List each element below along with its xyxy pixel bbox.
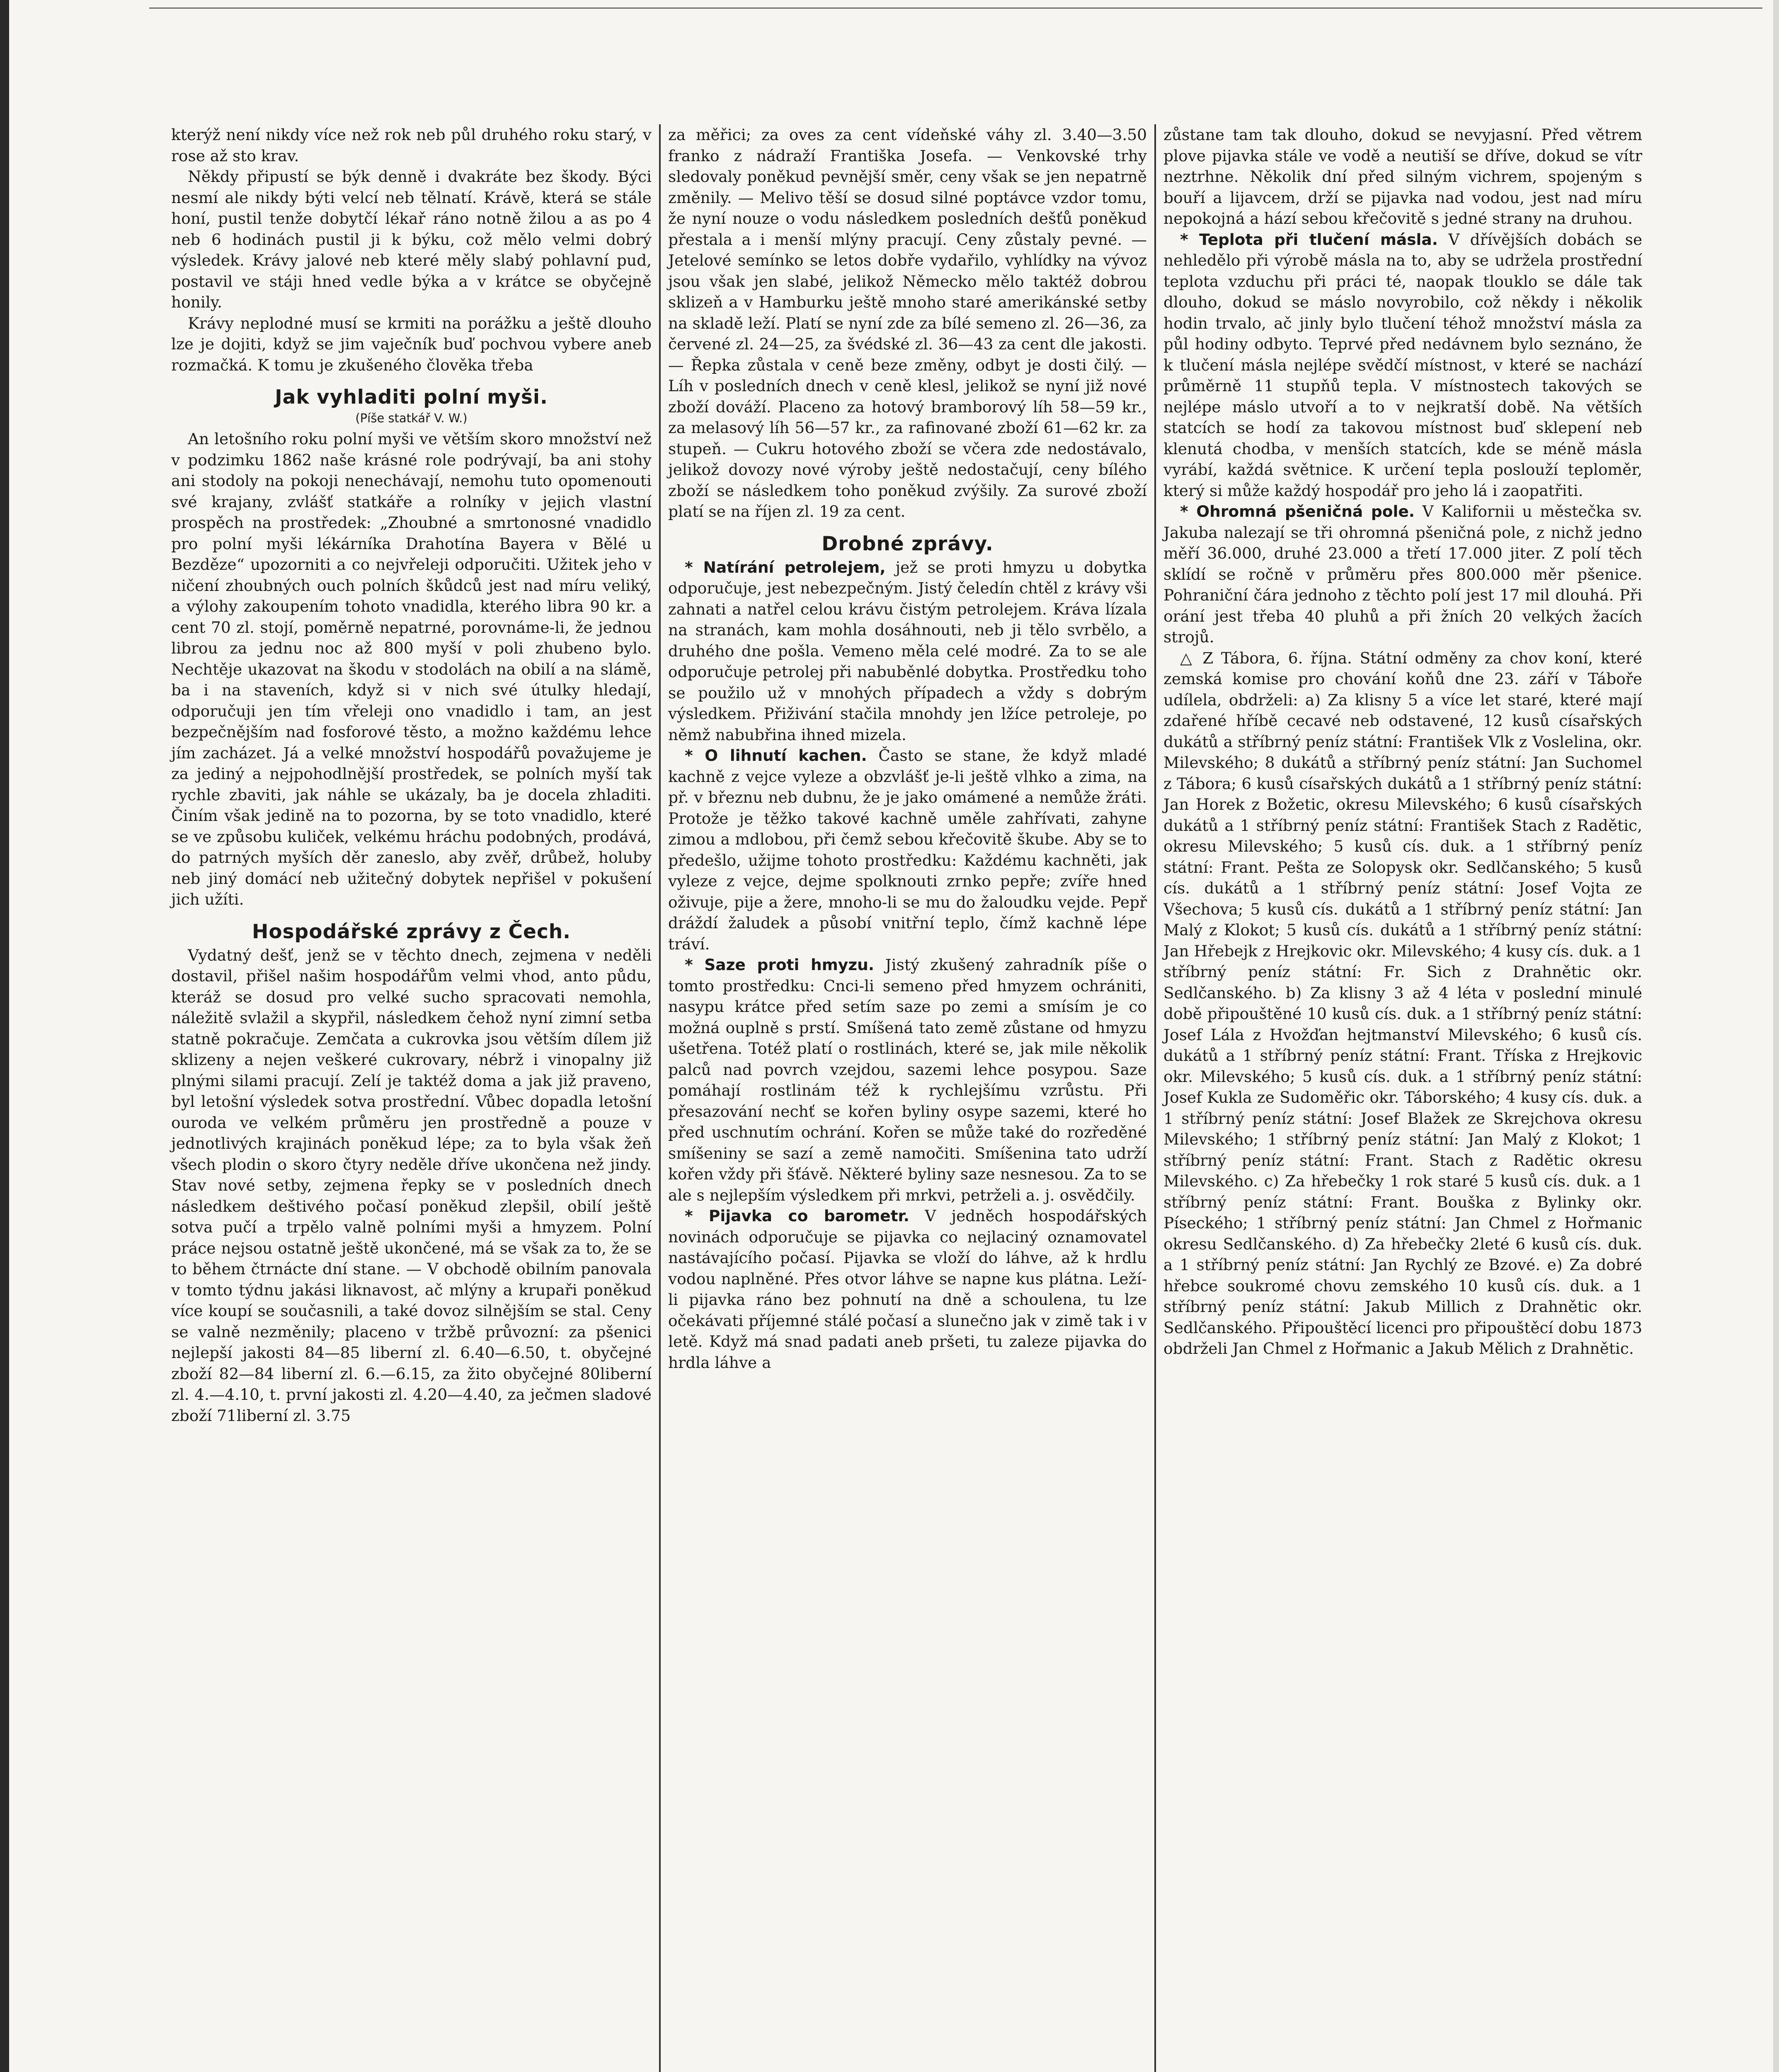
scan-edge-right [1773, 0, 1779, 2072]
top-rule [149, 7, 1762, 9]
item-text: V Kalifornii u městečka sv. Jakuba nalezají se tři ohromná pšeničná pole, z nichž jedno měří 36.000, druhé 23.000 a třetí 17.000 jiter. Z polí těch sklídí se ročně v průměru přes 800.000 měr pšenice. Pohraniční čára jednoho z těchto polí jest 17 mil dlouhá. Při orání jest třeba 40 pluhů a při žních 20 velkých žacích strojů. [1163, 502, 1642, 646]
newspaper-page [164, 124, 1650, 2072]
column-3 [1154, 124, 1650, 2072]
news-item [668, 557, 1147, 746]
column-1 [164, 124, 659, 2072]
news-item [668, 1205, 1147, 1373]
news-item [668, 954, 1147, 1205]
item-lead: * Teplota při tlučení másla. [1180, 230, 1438, 249]
column-2 [659, 124, 1154, 2072]
byline: (Píše statkář V. W.) [355, 411, 468, 425]
item-lead: * Ohromná pšeničná pole. [1180, 502, 1415, 520]
article-heading: Hospodářské zprávy z Čech. [252, 920, 571, 943]
news-item [668, 745, 1147, 954]
item-text: V dřívějších dobách se nehledělo při výrobě másla na to, aby se udržela prostřední teplota vzduchu při práci té, naopak tlouklo se dále tak dlouho, dokud se máslo novyrobilo, což někdy i několik hodin trvalo, ač jinly bylo tlučení téhož množství másla za půl hodiny odbyto. Teprvé před nedávnem bylo seznáno, že k tlučení másla nejlépe svědčí místnost, v které se nachází průměrně 11 stupňů tepla. V místnostech takových se nejlépe máslo utvoří a to v nejkratší době. Na větších statcích se hodí za takovou místnost buď sklepení neb klenutá chodba, v menších statcích, kde se méně másla vyrábí, každá světnice. K určení tepla poslouží teploměr, který si může každý hospodář pro jeho lá i zaopatřiti. [1163, 230, 1643, 500]
paragraph: △ Z Tábora, 6. října. Státní odměny za chov koní, které zemská komise pro chování koňů dne 23. září v Táboře udílela, obdrželi: a) Za klisny 5 a více let staré, které mají zdařené hříbě cecavé neb odstavené, 12 kusů císařských dukátů a stříbrný peníz státní: František Vlk z Voslelina, okr. Milevského; 8 dukátů a stříbrný peníz státní: Jan Suchomel z Tábora; 6 kusů císařských dukátů a 1 stříbrný peníz státní: Jan Horek z Božetic, okresu Milevského; 6 kusů císařských dukátů a 1 stříbrný peníz státní: František Stach z Radětic, okresu Milevského; 5 kusů cís. duk. a 1 stříbrný peníz státní: Frant. Pešta ze Solopysk okr. Sedlčanského; 5 kusů cís. dukátů a 1 stříbrný peníz státní: Josef Vojta ze Všechova; 5 kusů cís. dukátů a 1 stříbrný peníz státní: Jan Malý z Klokot; 5 kusů cís. dukátů a 1 stříbrný peníz státní: Jan Hřebejk z Hrejkovic okr. Milevského; 4 kusy cís. duk. a 1 stříbrný peníz státní: Fr. Sich z Drahnětic okr. Sedlčanského. b) Za klisny 3 až 4 léta v poslední minulé době připouštěné 10 kusů cís. duk. a 1 stříbrný peníz státní: Josef Lála z Hvožďan hejtmanství Milevského; 6 kusů cís. dukátů a 1 stříbrný peníz státní: Frant. Tříska z Hrejkovic okr. Milevského; 5 kusů cís. duk. a 1 stříbrný peníz státní: Josef Kukla ze Sudoměřic okr. Táborského; 4 kusy cís. duk. a 1 stříbrný peníz státní: Josef Blažek ze Skrejchova okresu Milevského; 1 stříbrný peníz státní: Jan Malý z Klokot; 1 stříbrný peníz státní: Frant. Stach z Radětic okresu Milevského. c) Za hřebečky 1 rok staré 5 kusů cís. duk. a 1 stříbrný peníz státní: Frant. Bouška z Bylinky okr. Píseckého; 1 stříbrný peníz státní: Jan Chmel z Hořmanic okresu Sedlčanského. d) Za hřebečky 2leté 6 kusů cís. duk. a 1 stříbrný peníz státní: Jan Rychlý ze Bzové. e) Za dobré hřebce soukromé chovu zemského 10 kusů cís. duk. a 1 stříbrný peníz státní: Jakub Millich z Drahnětic okr. Sedlčanského. Připouštěcí licenci pro připouštěcí dobu 1873 obdrželi Jan Chmel z Hořmanic a Jakub Mělich z Drahnětic. [1163, 649, 1642, 1358]
scan-edge-left [0, 0, 9, 2072]
item-text: Často se stane, že když mladé kachně z vejce vyleze a obzvlášť je-li ještě vlhko a zima, na př. v březnu neb dubnu, že je jako omámené a nemůže žráti. Protože je těžko takové kachně uměle zahřívati, zahyne zimou a mdlobou, při čemž sebou křečovitě škube. Aby se to předešlo, užijme tohoto prostředku: Každému kachněti, jak vyleze z vejce, dejme spolknouti zrnko pepře; zvíře hned oživuje, pije a žere, mnoho-li se mu do žaloudku vejde. Pepř dráždí žaludek a působí vnitřní teplo, čímž kachně lépe tráví. [668, 746, 1147, 953]
paragraph: Vydatný dešť, jenž se v těchto dnech, zejmena v neděli dostavil, přišel našim hospodářům velmi vhod, anto půdu, kteráž se dosud pro velké sucho spracovati nemohla, náležitě svlažil a skypřil, následkem čehož nyní zimní setba statně pokračuje. Zemčata a cukrovka jsou větším dílem již sklizeny a nejen veškeré cukrovary, nébrž i vinopalny již plnými silami pracují. Zelí je taktéž doma a jak již praveno, byl letošní výsledek sotva prostřední. Vůbec dopadla letošní ouroda ve velkém průměru jen prostředně a pouze v jednotlivých krajinách poněkud lépe; za to byla však žeň všech plodin o skoro čtyry neděle dříve ukončena než jindy. Stav nové setby, zejmena řepky se v posledních dnech následkem deštivého počasí poněkud zlepšil, obilí ještě sotva pučí a trpělo valně polními myši a hmyzem. Polní práce nejsou ostatně ještě ukončené, má se však za to, že se to během čtrnácte dní stane. — V obchodě obilním panovala v tomto týdnu jakási liknavost, ač mlýny a krupaři poněkud více koupí se současnili, a také dovoz silnějším se stal. Ceny se valně nezměnily; placeno v tržbě průvozní: za pšenici nejlepší jakosti 84—85 liberní zl. 6.40—6.50, t. obyčejné zboží 82—84 liberní zl. 6.—6.15, za žito obyčejné 80liberní zl. 4.—4.10, t. první jakosti zl. 4.20—4.40, za ječmen sladové zboží 71liberní zl. 3.75 [171, 946, 652, 1425]
paragraph: Krávy neplodné musí se krmiti na porážku a ještě dlouho lze je dojiti, když se jim vaječník buď pochvou vybere aneb rozmačká. K tomu je zkušeného člověka třeba [171, 314, 652, 374]
paragraph: zůstane tam tak dlouho, dokud se nevyjasní. Před větrem plove pijavka stále ve vodě a neutiší se dříve, dokud se vítr neztrhne. Několik dní před silným vichrem, spojeným s bouří a lijavcem, drží se pijavka nad vodou, jest nad míru nepokojná a hází sebou křečovitě s jedné strany na druhou. [1163, 126, 1642, 228]
paragraph: Někdy připustí se býk denně i dvakráte bez škody. Býci nesmí ale nikdy býti velcí neb tělnatí. Krávě, která se stále honí, pustil tenže dobytčí lékař ráno notně žilou a as po 4 neb 6 hodinách pustil ji k býku, což mělo velmi dobrý výsledek. Krávy jalové neb které měly slabý pohlavní pud, postavil ve stáji hned vedle býka a v krátce se obyčejně honily. [171, 167, 652, 311]
item-lead: * O lihnutí kachen. [685, 746, 867, 765]
item-text: Jistý zkušený zahradník píše o tomto prostředku: Cnci-li semeno před hmyzem ochrániti, nasypu krátce před setím saze po zemi a smísím je co možná ouplně s prstí. Smíšená tato země zůstane od hmyzu ušetřena. Totéž platí o rostlinách, které se, jak mile několik palců nad povrch vzejdou, sazemi lehce posypou. Saze pomáhají rostlinám též k rychlejšímu vzrůstu. Při přesazování nechť se kořen byliny osype sazemi, které ho před uschnutím ochrání. Kořen se může také do rozředěné smíšeniny se sazí a země namočiti. Smíšenina tato udrží kořen vždy při šťávě. Některé byliny saze nesnesou. Za to se ale s nejlepším výsledkem při mrkvi, petrželi a. j. osvědčily. [668, 956, 1147, 1204]
item-text: V jedněch hospodářských novinách odporučuje se pijavka co nejlaciný oznamovatel nastávajícího počasí. Pijavka se vloží do láhve, až k hrdlu vodou naplněné. Přes otvor láhve se napne kus plátna. Leží-li pijavka ráno bez pohnutí na dně a schoulena, tu lze očekávati příjemné stálé počasí a slunečno jak v zimě tak i v letě. Když má snad padati aneb pršeti, tu zaleze pijavka do hrdla láhve a [668, 1207, 1147, 1372]
news-item [1163, 229, 1642, 501]
item-lead: * Saze proti hmyzu. [685, 956, 875, 974]
item-text: jež se proti hmyzu u dobytka odporučuje, jest nebezpečným. Jistý čeledín chtěl z krávy vši zahnati a natřel celou krávu čistým petrolejem. Kráva lízala na stranách, kam mohla dosáhnouti, neb ji tělo svrbělo, a druhého dne pošla. Vemeno měla celé modré. Za to se ale odporučuje petrolej při nabuběnlé dobytka. Prostředku toho se použilo už v mnohých případech a vždy s dobrým výsledkem. Přiživání stačila mnohdy jen lžíce petroleje, po němž nabubřina ihned mizela. [668, 558, 1147, 744]
section-heading: Drobné zprávy. [822, 532, 994, 555]
article-heading: Jak vyhladiti polní myši. [275, 386, 548, 409]
news-item [1163, 501, 1642, 648]
paragraph: kterýž není nikdy více než rok neb půl druhého roku starý, v rose až sto krav. [171, 126, 652, 165]
paragraph: za měřici; za oves za cent vídeňské váhy zl. 3.40—3.50 franko z nádraží Františka Josefa. — Venkovské trhy sledovaly poněkud pevnější směr, ceny však se jen nepatrně změnily. — Melivo těší se dosud silné poptávce vzdor tomu, že nyní nouze o vodu následkem posledních dešťů poněkud přestala a i menší mlýny pracují. Ceny zůstaly pevné. — Jetelové semínko se letos dobře vydařilo, vyhlídky na vývoz jsou však jen slabé, jelikož Německo mělo taktéž dobrou sklizeň a v Hamburku ještě mnoho staré amerikánské setby na skladě leží. Platí se nyní zde za bílé semeno zl. 26—36, za červené zl. 24—25, za švédské zl. 36—43 za cent dle jakosti. — Řepka zůstala v ceně beze změny, odbyt je dosti čilý. — Líh v posledních dnech v ceně klesl, jelikož se nyní již nové zboží dováží. Placeno za hotový bramborový líh 58—59 kr., za melasový líh 56—57 kr., za rafinované zboží 61—62 kr. za stupeň. — Cukru hotového zboží se včera zde nedostávalo, jelikož dovozy nové výroby ještě nedostačují, ceny bílého zboží se následkem toho poněkud zvýšily. Za surové zboží platí se na říjen zl. 19 za cent. [668, 126, 1147, 520]
paragraph: An letošního roku polní myši ve větším skoro množství než v podzimku 1862 naše krásné role podrývají, ba ani stohy ani stodoly na pokoji nenechávají, nemohu tuto opomenouti své krajany, zvlášť statkáře a rolníky v jejich vlastní prospěch na prostředek: „Zhoubné a smrtonosné vnadidlo pro polní myši lékárníka Drahotína Bayera v Bělé u Bezděze“ upozorniti a co nejvřeleji odporučiti. Užitek jeho v ničení zhoubných ouch polních škůdců jest nad míru veliký, a výlohy zakoupením tohoto vnadidla, kterého libra 90 kr. a cent 70 zl. stojí, poměrně nepatrné, porovnáme-li, že jednou librou za jednu noc až 800 myší v poli zhubeno bylo. Nechtěje ukazovat na škodu v stodolách na obilí a na slámě, ba i na staveních, když si v nich své útulky hledají, odporučuji jen tím vřeleji ono vnadidlo i tam, an jest bezpečnějším nad fosforové těsto, a možno každému lehce jím zacházet. Já a velké množství hospodářů považujeme je za jediný a nejpohodlnější prostředek, se polních myší tak rychle zbaviti, jak náhle se ukázaly, ba je docela zhladiti. Činím však jedině na to pozorna, by se toto vnadidlo, které se ve způsobu kuliček, velkému hráchu podobných, prodává, do patrných myších děr zaneslo, aby zvěř, drůbež, holuby neb jiný domácí neb užitečný dobytek nepřišel v pokušení jich užíti. [171, 430, 652, 908]
item-lead: * Pijavka co barometr. [685, 1207, 909, 1225]
item-lead: * Natírání petrolejem, [685, 558, 886, 576]
